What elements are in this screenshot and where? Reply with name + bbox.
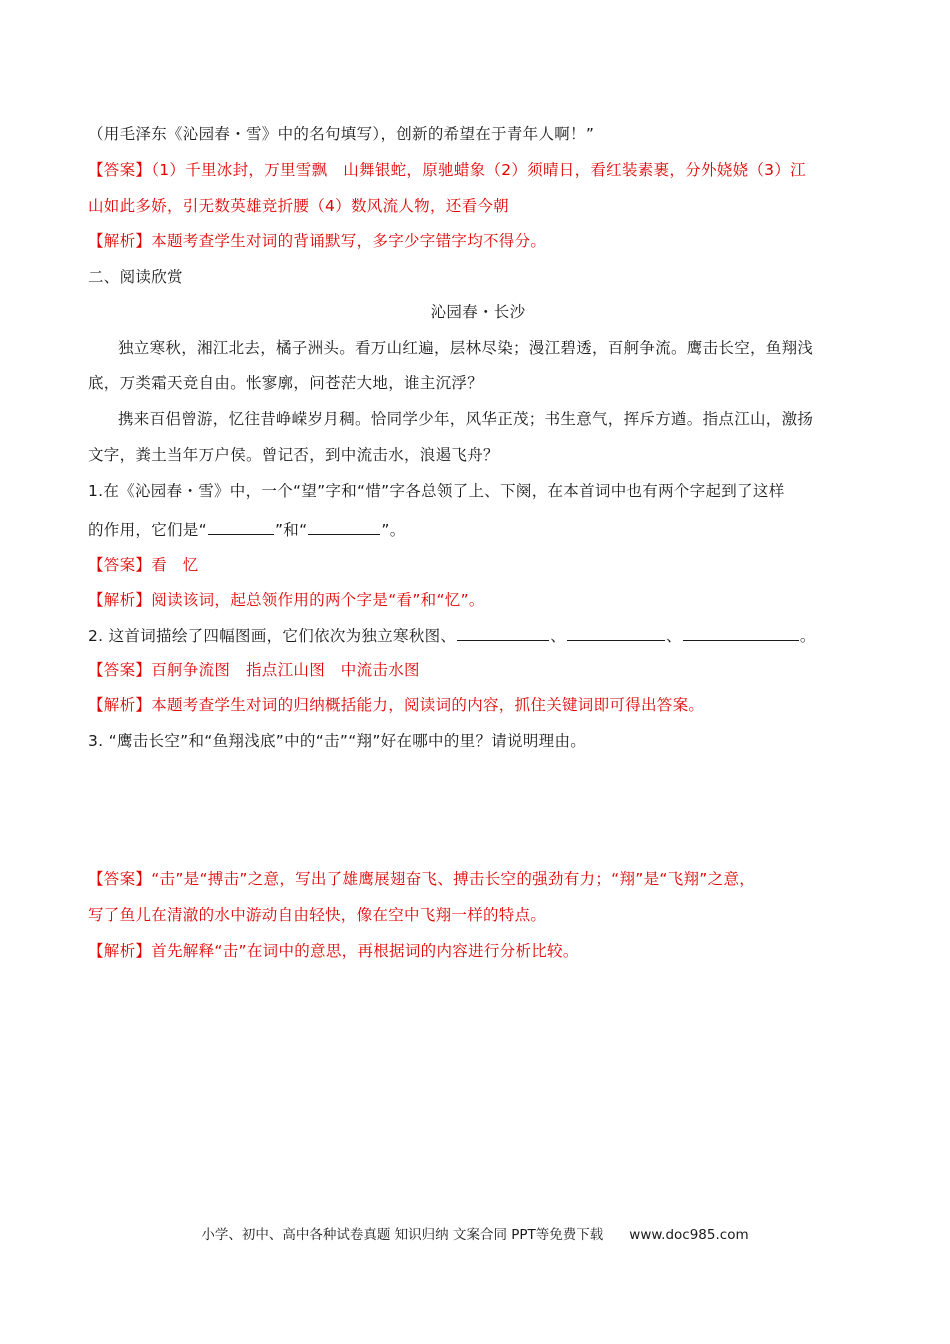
question-text: 、	[550, 627, 567, 645]
footer-text: 小学、初中、高中各种试卷真题 知识归纳 文案合同 PPT等免费下载	[201, 1227, 604, 1243]
footer-url[interactable]: www.doc985.com	[629, 1227, 749, 1243]
poem-title: 沁园春・长沙	[430, 303, 526, 321]
answer-blank	[208, 519, 274, 535]
text-line: （用毛泽东《沁园春・雪》中的名句填写），创新的希望在于青年人啊！”	[88, 125, 595, 143]
poem-line: 独立寒秋，湘江北去，橘子洲头。看万山红遍，层林尽染；漫江碧透，百舸争流。鹰击长空，鱼翔浅	[118, 339, 814, 357]
answer-line: 【答案】（1）千里冰封，万里雪飘 山舞银蛇，原驰蜡象（2）须晴日，看红装素裹，分外娆娆（3）江	[88, 161, 806, 179]
answer-blank	[457, 625, 549, 641]
poem-line: 底，万类霜天竞自由。怅寥廓，问苍茫大地，谁主沉浮？	[88, 374, 484, 392]
question-text: 、	[666, 627, 682, 645]
section-heading: 二、阅读欣赏	[88, 268, 183, 286]
answer-line: 【答案】“击”是“搏击”之意，写出了雄鹰展翅奋飞、搏击长空的强劲有力；“翔”是“飞翔”之意，	[88, 870, 756, 888]
question-text: 2. 这首词描绘了四幅图画，它们依次为独立寒秋图、	[88, 627, 457, 645]
answer-line: 写了鱼儿在清澈的水中游动自由轻快，像在空中飞翔一样的特点。	[88, 906, 547, 924]
analysis-line: 【解析】阅读该词，起总领作用的两个字是“看”和“忆”。	[88, 591, 485, 609]
question-2	[88, 625, 868, 646]
question-1-continued	[88, 519, 868, 540]
analysis-line: 【解析】首先解释“击”在词中的意思，再根据词的内容进行分析比较。	[88, 942, 579, 960]
analysis-line: 【解析】本题考查学生对词的背诵默写，多字少字错字均不得分。	[88, 232, 547, 250]
poem-line: 文字，粪土当年万户侯。曾记否，到中流击水，浪遏飞舟？	[88, 446, 499, 464]
question-text: ”。	[381, 521, 406, 539]
poem-line: 携来百侣曾游，忆往昔峥嵘岁月稠。恰同学少年，风华正茂；书生意气，挥斥方遒。指点江山，激扬	[118, 410, 814, 428]
question-1: 1.在《沁园春・雪》中，一个“望”字和“惜”字各总领了上、下阕，在本首词中也有两个字起到了这样	[88, 482, 785, 500]
question-text: ”和“	[274, 521, 308, 539]
page-footer	[0, 1226, 950, 1244]
answer-blank	[308, 519, 380, 535]
answer-line: 【答案】百舸争流图 指点江山图 中流击水图	[88, 661, 420, 679]
answer-line: 【答案】看 忆	[88, 556, 199, 574]
question-text: 的作用，它们是“	[88, 521, 207, 539]
answer-blank	[567, 625, 665, 641]
answer-line: 山如此多娇，引无数英雄竞折腰（4）数风流人物，还看今朝	[88, 197, 509, 215]
answer-blank	[683, 625, 799, 641]
analysis-line: 【解析】本题考查学生对词的归纳概括能力，阅读词的内容，抓住关键词即可得出答案。	[88, 696, 705, 714]
question-3: 3. “鹰击长空”和“鱼翔浅底”中的“击”“翔”好在哪中的里？请说明理由。	[88, 732, 587, 750]
question-text: 。	[799, 627, 816, 645]
